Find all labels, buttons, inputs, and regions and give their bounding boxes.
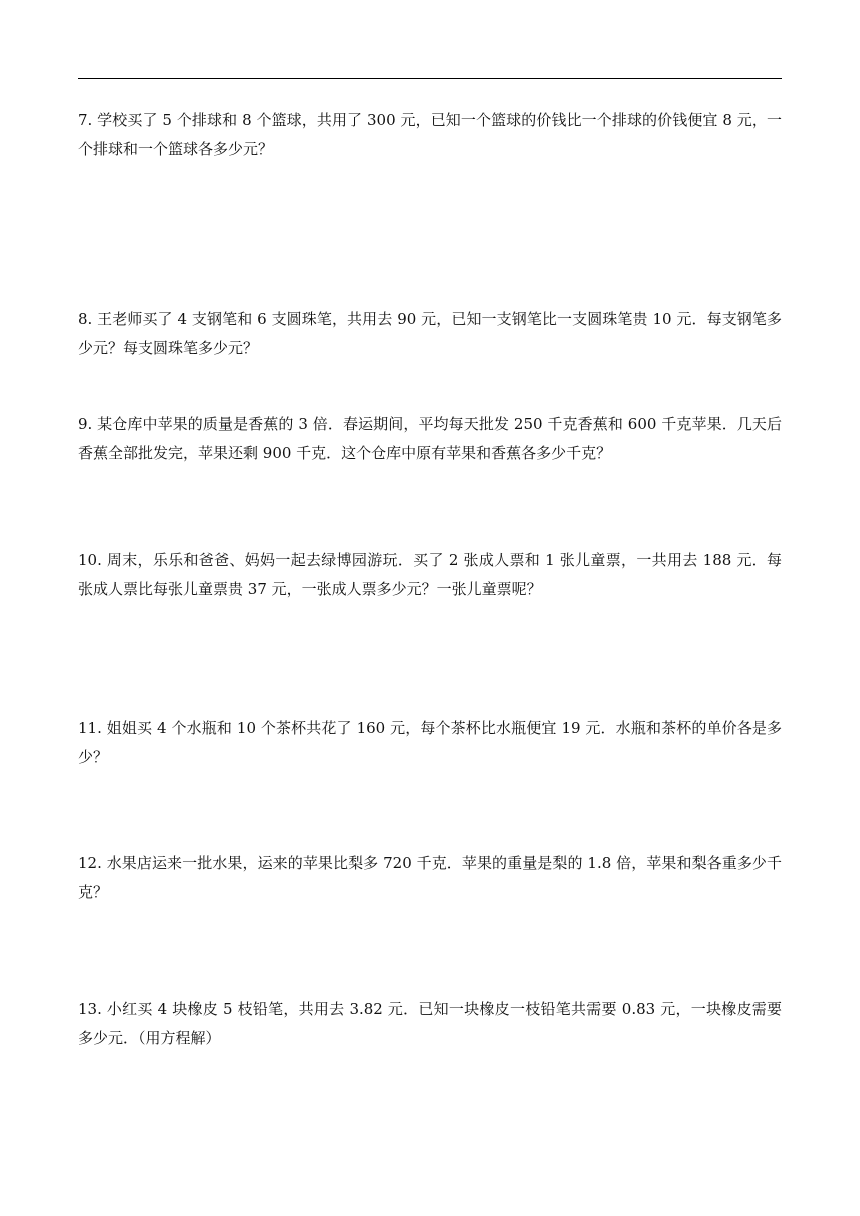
problem-11: 11. 姐姐买 4 个水瓶和 10 个茶杯共花了 160 元，每个茶杯比水瓶便宜 19 元．水瓶和茶杯的单价各是多少？ bbox=[78, 719, 782, 766]
problem-13: 13. 小红买 4 块橡皮 5 枝铅笔，共用去 3.82 元．已知一块橡皮一枝铅笔共需要 0.83 元，一块橡皮需要多少元．（用方程解） bbox=[78, 1000, 782, 1047]
problem-7: 7. 学校买了 5 个排球和 8 个篮球，共用了 300 元，已知一个篮球的价钱比一个排球的价钱便宜 8 元，一个排球和一个篮球各多少元？ bbox=[78, 111, 782, 158]
problem-8: 8. 王老师买了 4 支钢笔和 6 支圆珠笔，共用去 90 元，已知一支钢笔比一支圆珠笔贵 10 元．每支钢笔多少元？每支圆珠笔多少元？ bbox=[78, 310, 782, 357]
problem-10: 10. 周末，乐乐和爸爸、妈妈一起去绿博园游玩．买了 2 张成人票和 1 张儿童票，一共用去 188 元．每张成人票比每张儿童票贵 37 元，一张成人票多少元？一张儿童票呢？ bbox=[78, 551, 782, 598]
header-rule bbox=[78, 78, 782, 79]
problem-9: 9. 某仓库中苹果的质量是香蕉的 3 倍．春运期间，平均每天批发 250 千克香蕉和 600 千克苹果．几天后香蕉全部批发完，苹果还剩 900 千克．这个仓库中原有苹果和香蕉各多少千克？ bbox=[78, 415, 782, 462]
problem-12: 12. 水果店运来一批水果，运来的苹果比梨多 720 千克．苹果的重量是梨的 1.8 倍，苹果和梨各重多少千克？ bbox=[78, 854, 782, 901]
